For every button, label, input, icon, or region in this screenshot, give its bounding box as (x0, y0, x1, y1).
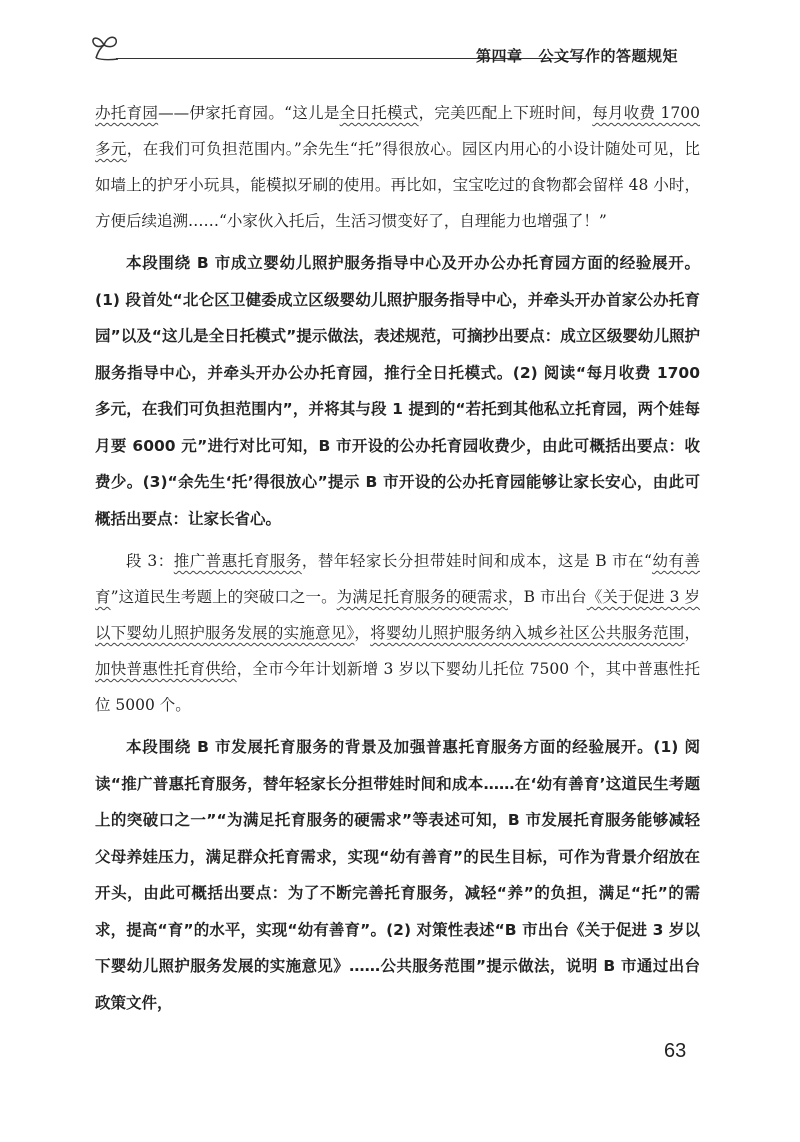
chapter-title: 公文写作的答题规矩 (538, 47, 679, 65)
page-number: 63 (664, 1040, 687, 1062)
paragraph-case-text-3: 段 3：推广普惠托育服务，替年轻家长分担带娃时间和成本，这是 B 市在“幼有善育”这道民生考题上的突破口之一。为满足托育服务的硬需求，B 市出台《关于促进 3 岁以下婴幼儿照护服务发展的实施意见》，将婴幼儿照护服务纳入城乡社区公共服务范围，加快普惠性托育供给，全市今年计划新增 3 岁以下婴幼儿托位 7500 个，其中普惠性托位 5000 个。 (95, 552, 700, 714)
page-body (95, 95, 700, 1021)
paragraph-analysis-1: 本段围绕 B 市成立婴幼儿照护服务指导中心及开办公办托育园方面的经验展开。(1) 段首处“北仑区卫健委成立区级婴幼儿照护服务指导中心，并牵头开办首家公办托育园”以及“这儿是全日托模式”提示做法，表述规范，可摘抄出要点：成立区级婴幼儿照护服务指导中心，并牵头开办公办托育园，推行全日托模式。(2) 阅读“每月收费 1700 多元，在我们可负担范围内”，并将其与段 1 提到的“若托到其他私立托育园，两个娃每月要 6000 元”进行对比可知，B 市开设的公办托育园收费少，由此可概括出要点：收费少。(3)“余先生‘托’得很放心”提示 B 市开设的公办托育园能够让家长安心，由此可概括出要点：让家长省心。 (95, 254, 700, 528)
chapter-heading (476, 45, 678, 66)
running-header (88, 28, 708, 68)
paragraph-case-text-1: 办托育园——伊家托育园。“这儿是全日托模式，完美匹配上下班时间，每月收费 1700 多元，在我们可负担范围内。”余先生“托”得很放心。园区内用心的小设计随处可见，比如墙上的护牙小玩具，能模拟牙刷的使用。再比如，宝宝吃过的食物都会留样 48 小时，方便后续追溯……“小家伙入托后，生活习惯变好了，自理能力也增强了！” (95, 104, 700, 230)
paragraph-analysis-2: 本段围绕 B 市发展托育服务的背景及加强普惠托育服务方面的经验展开。(1) 阅读“推广普惠托育服务，替年轻家长分担带娃时间和成本……在‘幼有善育’这道民生考题上的突破口之一”“为满足托育服务的硬需求”等表述可知，B 市发展托育服务能够减轻父母养娃压力，满足群众托育需求，实现“幼有善育”的民生目标，可作为背景介绍放在开头，由此可概括出要点：为了不断完善托育服务，减轻“养”的负担，满足“托”的需求，提高“育”的水平，实现“幼有善育”。(2) 对策性表述“B 市出台《关于促进 3 岁以下婴幼儿照护服务发展的实施意见》……公共服务范围”提示做法，说明 B 市通过出台政策文件， (95, 738, 700, 1012)
chapter-number: 第四章 (476, 47, 523, 65)
